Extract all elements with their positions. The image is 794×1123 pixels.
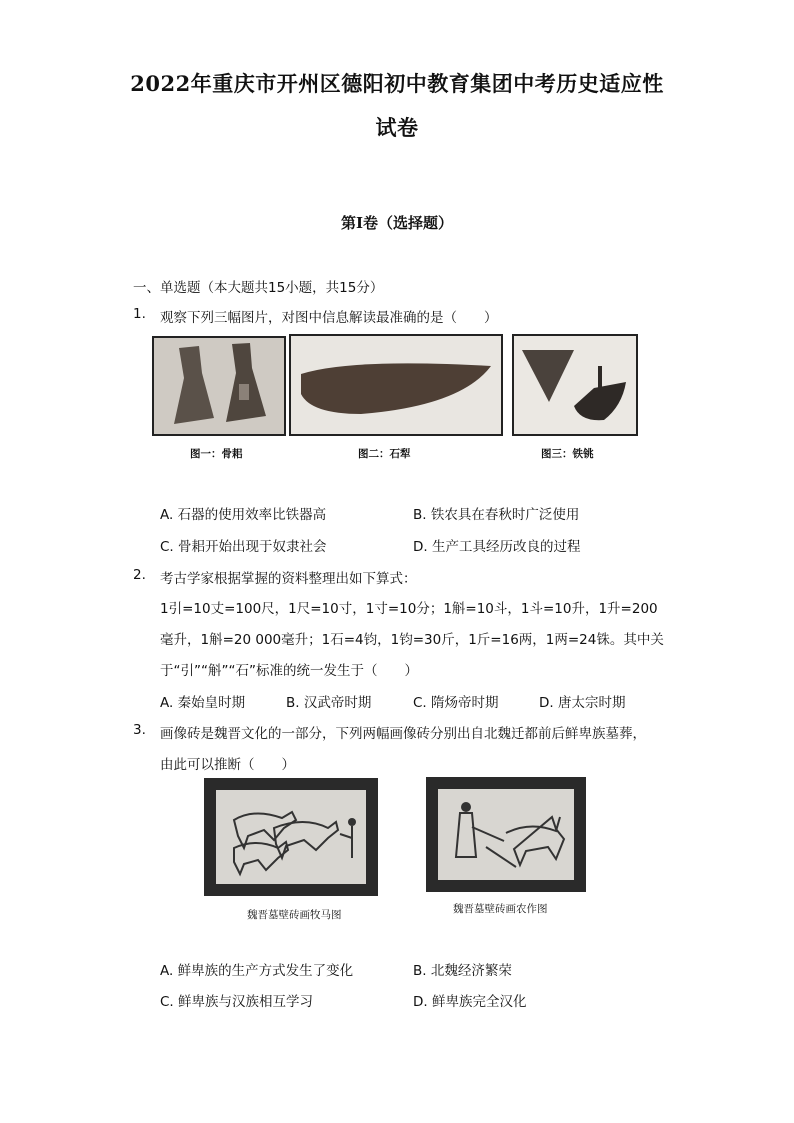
farming-drawing [426,777,586,892]
q3-option-a[interactable]: A. 鲜卑族的生产方式发生了变化 [160,963,354,979]
q3-option-d[interactable]: D. 鲜卑族完全汉化 [413,994,527,1010]
stone-plough-image [291,336,501,434]
q1-option-c[interactable]: C. 骨耜开始出现于奴隶社会 [160,539,327,555]
iron-tool-image [514,336,636,434]
q3-caption-2: 魏晋墓壁砖画农作图 [453,903,548,915]
q2-stem: 考古学家根据掌握的资料整理出如下算式： [160,571,417,587]
q1-stem: 观察下列三幅图片，对图中信息解读最准确的是（ ） [160,310,498,326]
q3-line-2: 由此可以推断（ ） [160,757,295,773]
bone-spade-image [154,338,284,434]
q2-option-a[interactable]: A. 秦始皇时期 [160,695,246,711]
q3-stem: 画像砖是魏晋文化的一部分，下列两幅画像砖分别出自北魏迁都前后鲜卑族墓葬， [160,726,646,742]
q2-line-4: 于“引”“斛”“石”标准的统一发生于（ ） [160,663,418,679]
q2-number: 2. [133,567,146,583]
farming-brick-image [426,777,586,892]
q3-option-c[interactable]: C. 鲜卑族与汉族相互学习 [160,994,314,1010]
q1-caption-3: 图三：铁铫 [541,448,594,460]
q1-caption-1: 图一：骨耜 [190,448,243,460]
q1-option-d[interactable]: D. 生产工具经历改良的过程 [413,539,581,555]
section-heading: 第I卷（选择题） [340,214,454,232]
q1-option-a[interactable]: A. 石器的使用效率比铁器高 [160,507,327,523]
q3-caption-1: 魏晋墓壁砖画牧马图 [247,909,342,921]
q1-caption-2: 图二：石犁 [358,448,411,460]
q2-option-b[interactable]: B. 汉武帝时期 [286,695,372,711]
q2-option-d[interactable]: D. 唐太宗时期 [539,695,626,711]
exam-title-line1: 2022年重庆市开州区德阳初中教育集团中考历史适应性 [130,71,664,96]
bone-spade-photo [152,336,286,436]
q3-option-b[interactable]: B. 北魏经济繁荣 [413,963,512,979]
iron-tool-photo [512,334,638,436]
horse-herding-brick-image [204,778,378,896]
exam-title-line2: 试卷 [375,115,419,140]
stone-plough-photo [289,334,503,436]
q2-line-2: 1引=10丈=100尺，1尺=10寸，1寸=10分；1斛=10斗，1斗=10升，1升=200 [160,601,658,617]
q2-line-3: 毫升，1斛=20 000毫升；1石=4钧，1钧=30斤，1斤=16两，1两=24铢。其中关 [160,632,664,648]
horse-herding-drawing [204,778,378,896]
part-heading: 一、单选题（本大题共15小题，共15分） [133,280,384,296]
q1-number: 1. [133,306,146,322]
q2-option-c[interactable]: C. 隋炀帝时期 [413,695,499,711]
q1-option-b[interactable]: B. 铁农具在春秋时广泛使用 [413,507,580,523]
q3-number: 3. [133,722,146,738]
